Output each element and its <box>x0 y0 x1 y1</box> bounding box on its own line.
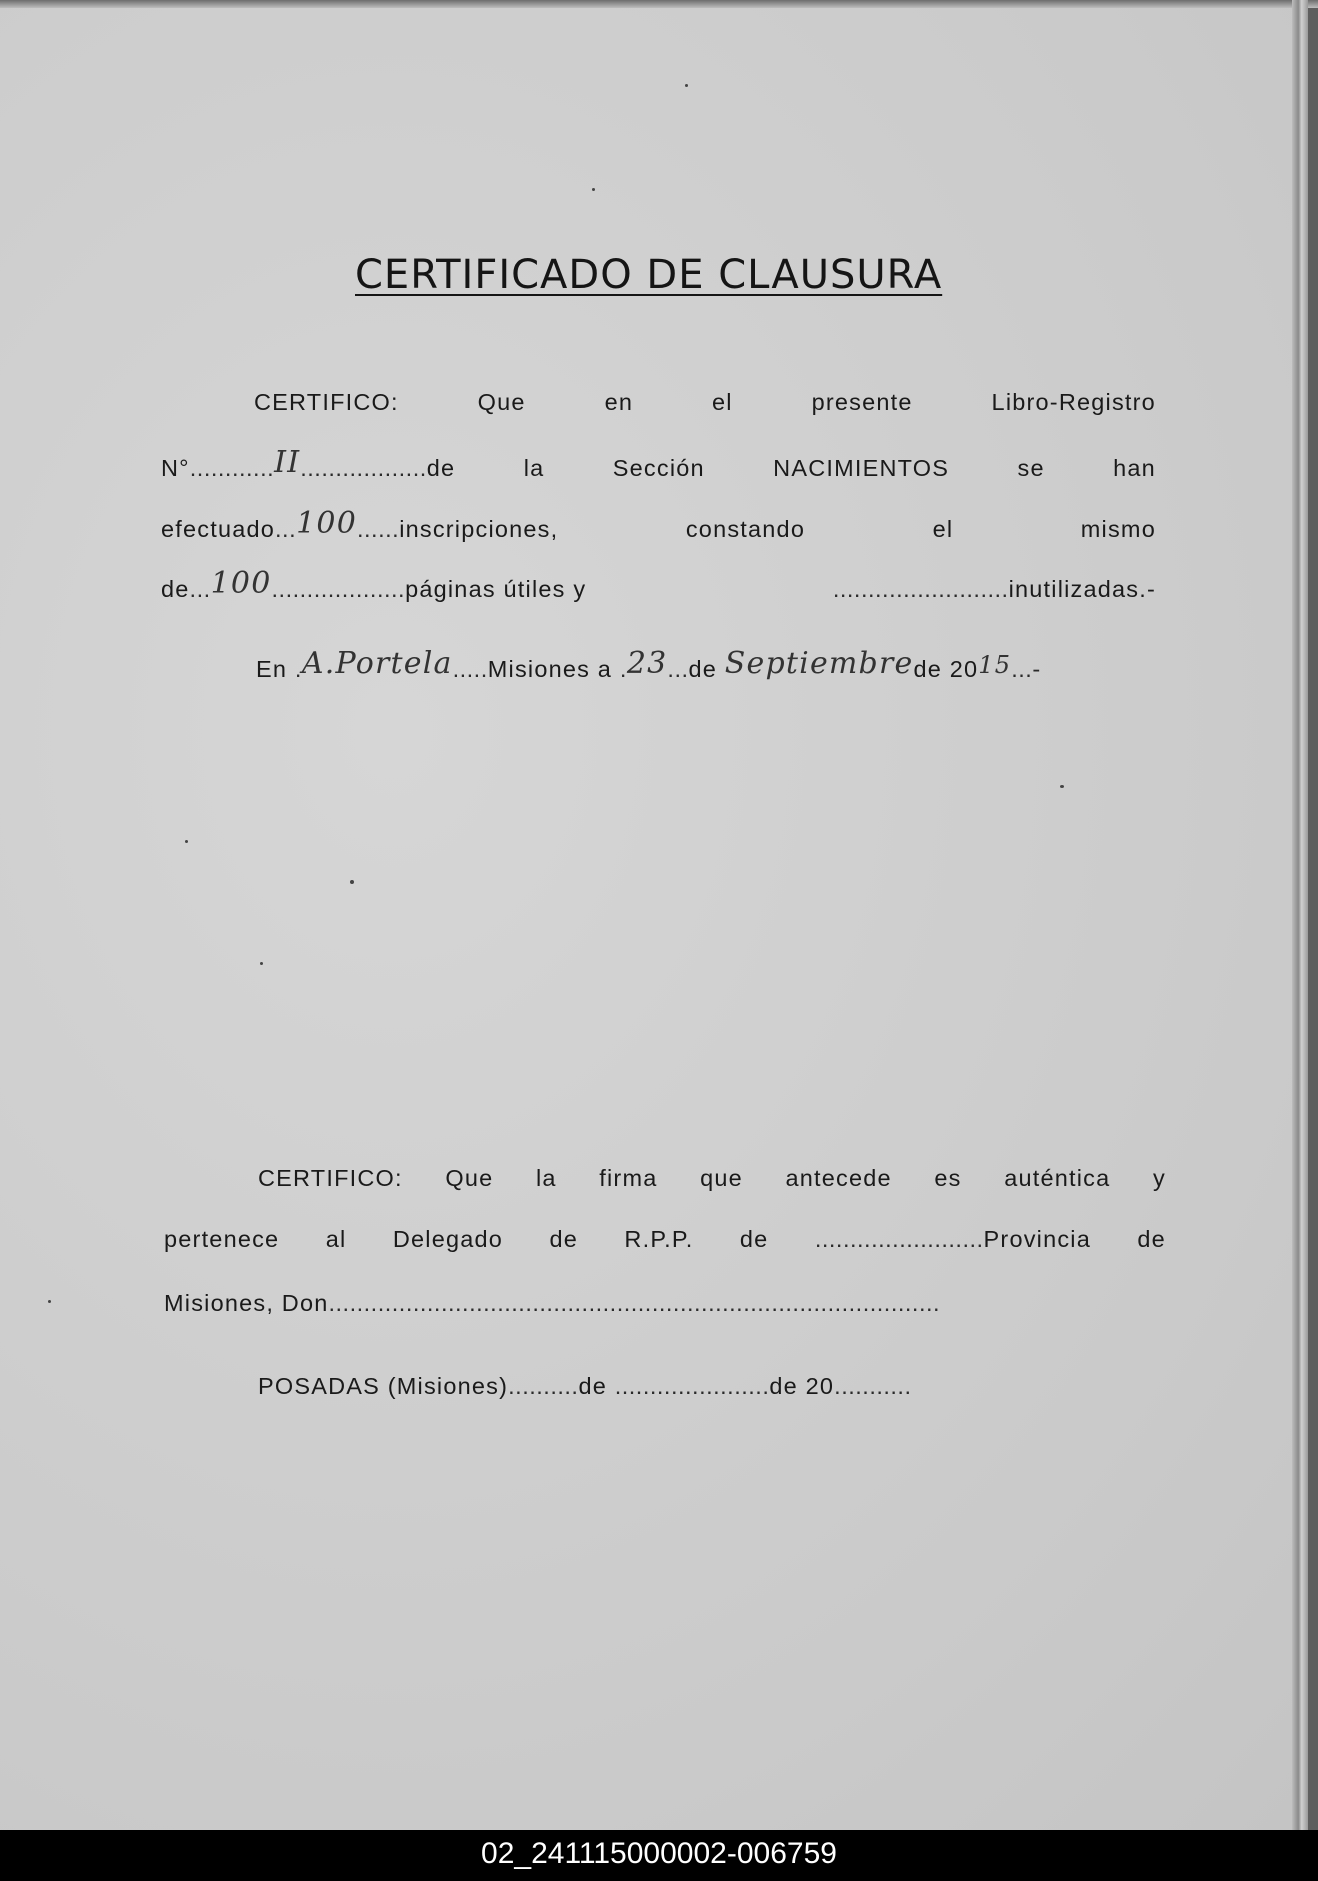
text: se <box>1017 455 1045 481</box>
scan-speck <box>592 188 595 191</box>
handwritten-month: Septiembre <box>724 646 914 681</box>
para1-line2 <box>161 445 1156 484</box>
handwritten-year: 15 <box>978 651 1012 679</box>
para2-line1 <box>258 1165 1166 1192</box>
text: de <box>1137 1226 1166 1252</box>
text: NACIMIENTOS <box>773 455 950 481</box>
text: han <box>1113 455 1156 481</box>
dot-leader: ......................... <box>832 576 1009 602</box>
top-border <box>0 0 1318 8</box>
dot-leader: ....................................................................................... <box>328 1290 941 1316</box>
para1-line3 <box>161 506 1156 545</box>
word: CERTIFICO: <box>254 389 399 415</box>
para2-line3 <box>164 1290 940 1317</box>
word: presente <box>811 389 913 415</box>
dot-leader: ................... <box>271 576 406 602</box>
text: de <box>578 1373 607 1399</box>
dot-leader: ...- <box>1011 656 1041 682</box>
scan-speck <box>685 84 688 87</box>
image-id-label: 02_241115000002-006759 <box>481 1837 837 1870</box>
text: efectuado <box>161 516 276 542</box>
text: Delegado <box>392 1226 504 1252</box>
dot-leader: ... <box>189 576 211 602</box>
word: Que <box>477 389 526 415</box>
para1-line5 <box>256 646 1041 685</box>
dot-leader: .................. <box>300 455 427 481</box>
handwritten-pages: 100 <box>210 566 272 601</box>
text: Sección <box>612 455 705 481</box>
text: páginas útiles y <box>405 576 587 602</box>
word: auténtica <box>1004 1165 1111 1191</box>
text: En <box>256 656 288 682</box>
text: de <box>549 1226 579 1252</box>
text: el <box>932 516 954 542</box>
text: inscripciones, <box>399 516 559 542</box>
handwritten-place: A.Portela <box>301 646 453 681</box>
word: en <box>604 389 634 415</box>
word: antecede <box>785 1165 892 1191</box>
text: N° <box>161 455 190 481</box>
word: Que <box>445 1165 494 1191</box>
dot-leader: ........... <box>834 1373 912 1399</box>
document-title: CERTIFICADO DE CLAUSURA <box>355 252 943 298</box>
dot-leader: . <box>294 656 302 682</box>
text: de <box>739 1226 769 1252</box>
text: mismo <box>1080 516 1156 542</box>
para2-line2 <box>164 1226 1166 1253</box>
word: es <box>934 1165 962 1191</box>
dot-leader: .......... <box>508 1373 579 1399</box>
scan-speck <box>1060 785 1064 788</box>
text: de <box>426 455 456 481</box>
text: de 20 <box>913 656 979 682</box>
dot-leader: ... <box>667 656 689 682</box>
word: la <box>535 1165 557 1191</box>
scan-speck <box>260 962 263 965</box>
handwritten-day: 23 <box>626 646 668 681</box>
text: R.P.P. <box>624 1226 694 1252</box>
dot-leader: ... <box>275 516 297 542</box>
para1-line4 <box>161 566 1156 605</box>
dot-leader: ............ <box>189 455 275 481</box>
word: y <box>1153 1165 1166 1191</box>
scan-speck <box>350 880 354 884</box>
word: firma <box>599 1165 658 1191</box>
word: que <box>700 1165 743 1191</box>
dot-leader: ...... <box>357 516 400 542</box>
para2-line4 <box>258 1373 912 1400</box>
text: Misiones, Don <box>164 1290 329 1316</box>
dot-leader: ........................ <box>814 1226 984 1252</box>
scan-speck <box>185 840 188 843</box>
text: pertenece <box>164 1226 280 1252</box>
text: de <box>161 576 190 602</box>
text: de <box>688 656 718 682</box>
scan-speck <box>48 1300 51 1303</box>
dot-leader: ...................... <box>614 1373 770 1399</box>
handwritten-book-number: II <box>274 445 301 480</box>
word: el <box>712 389 733 415</box>
word: CERTIFICO: <box>258 1165 403 1191</box>
dot-leader: . <box>619 656 627 682</box>
para1-line1 <box>254 389 1156 416</box>
text: POSADAS (Misiones) <box>258 1373 509 1399</box>
text: Misiones a <box>487 656 613 682</box>
text: Provincia <box>983 1226 1091 1252</box>
handwritten-inscriptions: 100 <box>296 506 357 541</box>
text: inutilizadas.- <box>1008 576 1156 602</box>
text: de 20 <box>769 1373 835 1399</box>
text: la <box>523 455 545 481</box>
text: al <box>325 1226 347 1252</box>
page-edge <box>1292 0 1308 1830</box>
word: Libro-Registro <box>991 389 1156 415</box>
text: constando <box>685 516 806 542</box>
dot-leader: ..... <box>452 656 488 682</box>
